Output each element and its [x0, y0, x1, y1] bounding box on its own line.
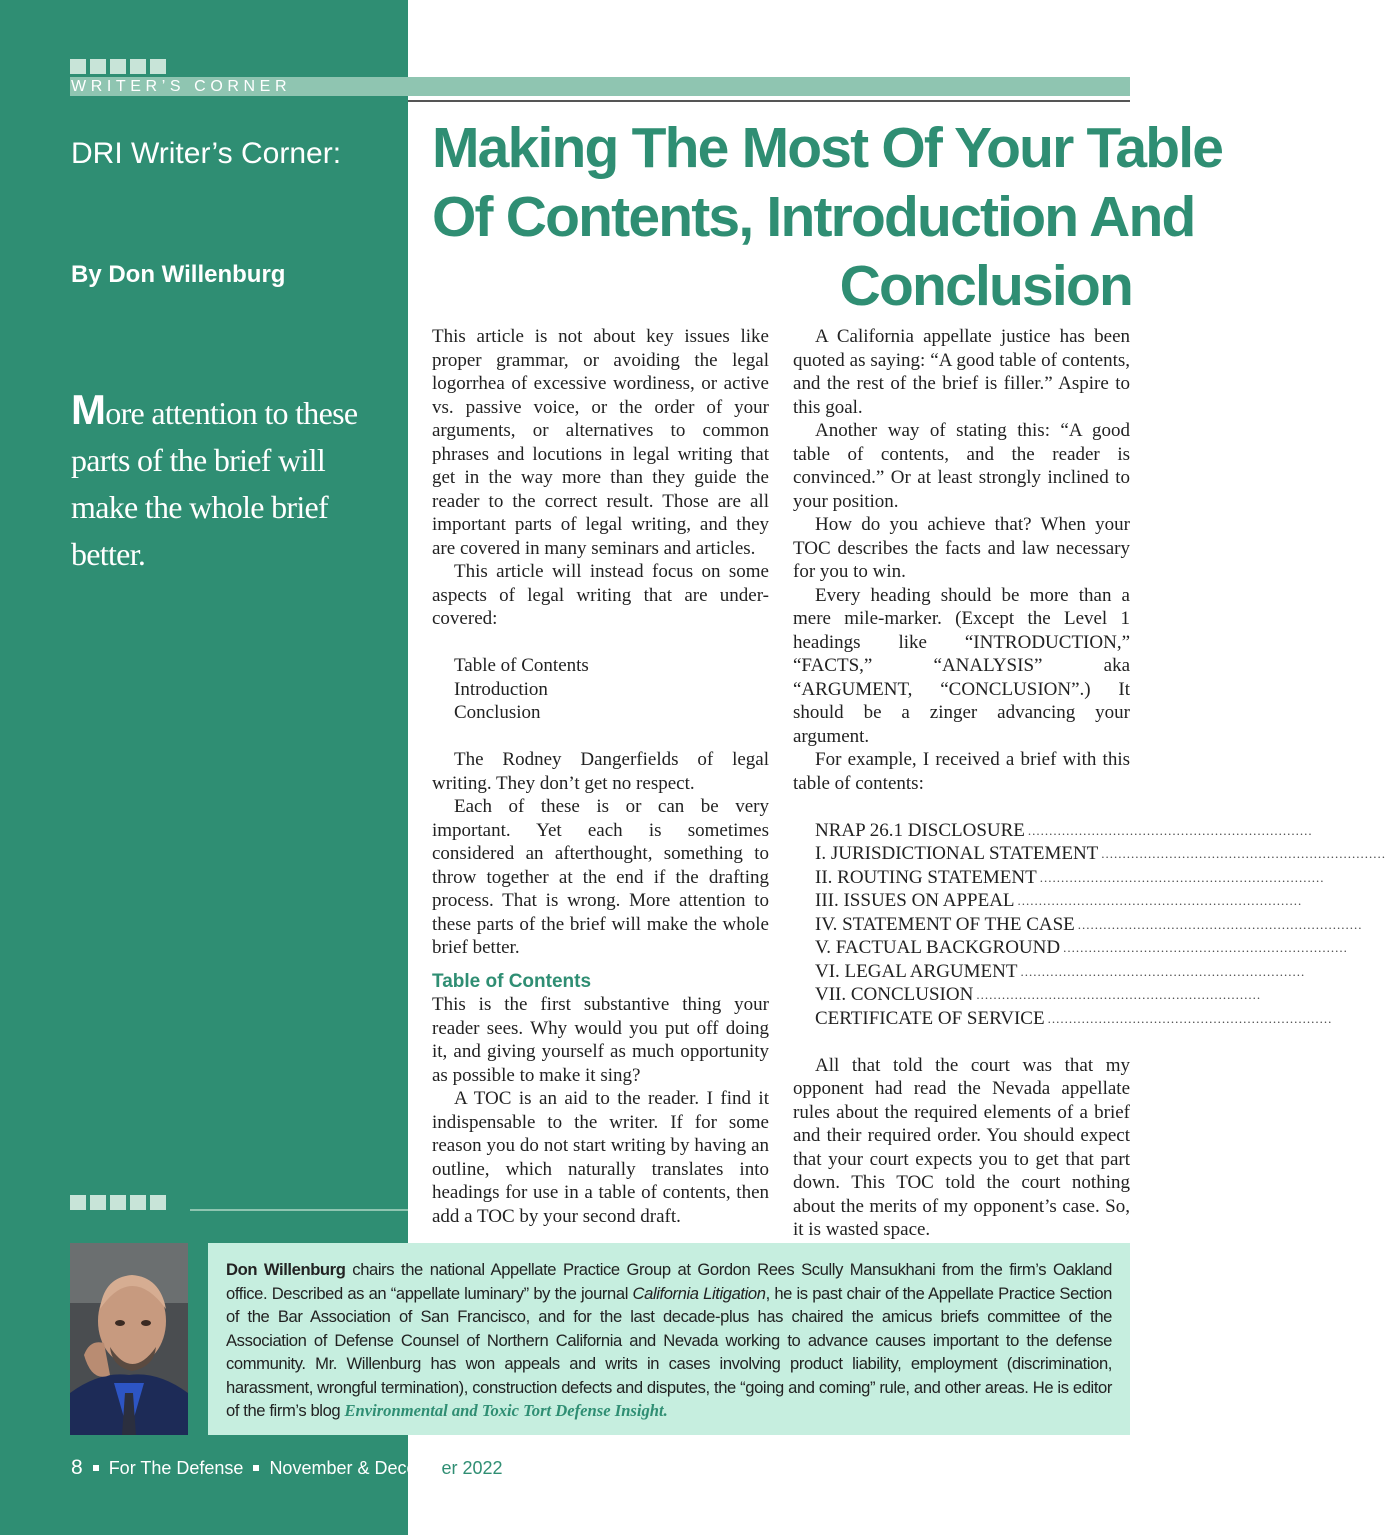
issue-date: November & Decemb	[269, 1458, 442, 1478]
issue-date-overflow: er 2022	[441, 1458, 503, 1478]
toc-entry: VI. LEGAL ARGUMENT ...................................................................	[815, 960, 1306, 982]
journal-name: California Litigation	[632, 1283, 766, 1303]
toc-entry: CERTIFICATE OF SERVICE ...................................................................	[815, 1007, 1333, 1029]
decorative-squares-top	[70, 59, 166, 74]
headline-line: Conclusion	[839, 254, 1132, 318]
paragraph: Each of these is or can be very important. Yet each is sometimes considered an afterthought, something to throw together at the end if the drafting process. That is wrong. More attention to these parts of the brief will make the whole brief better.	[432, 796, 769, 958]
drop-cap: M	[71, 386, 106, 433]
toc-entry: III. ISSUES ON APPEAL ...................................................................	[815, 890, 1303, 911]
paragraph: All that told the court was that my opponent had read the Nevada appellate rules about the required elements of a brief and their required order. You should expect that your court expects you to get that part down. This TOC told the court nothing about the merits of my opponent’s case. So, it is wasted space.	[793, 1054, 1130, 1240]
pull-quote	[71, 386, 391, 578]
page-number: 8	[71, 1456, 83, 1479]
paragraph: Another way of stating this: “A good table of contents, and the reader is convinced.” Or at least strongly inclined to your position.	[793, 420, 1130, 512]
headline-line: Making The Most Of Your Table	[432, 116, 1223, 180]
footer-separator	[93, 1465, 99, 1471]
blog-name: Environmental and Toxic Tort Defense Insight	[344, 1401, 664, 1420]
paragraph: This is the first substantive thing your reader sees. Why would you put off doing it, and giving yourself as much opportunity as possible to make it sing?	[432, 994, 769, 1086]
headline-line: Of Contents, Introduction And	[432, 185, 1195, 249]
article-column-2	[793, 325, 1386, 1242]
pull-quote-text: ore attention to these parts of the brief will make the whole brief better.	[71, 395, 358, 572]
toc-entry: VII. CONCLUSION ...................................................................	[815, 984, 1262, 1005]
paragraph: Every heading should be more than a mere mile-marker. (Except the Level 1 headings like “INTRODUCTION,” “FACTS,” “ANALYSIS” aka “ARGUMENT, “CONCLUSION”.) It should be a zinger advancing your argument.	[793, 584, 1130, 747]
footer-separator	[253, 1465, 259, 1471]
toc-entry: II. ROUTING STATEMENT ...................................................................	[815, 866, 1325, 888]
list-item: Conclusion	[454, 702, 541, 723]
paragraph: A TOC is an aid to the reader. I find it indispensable to the writer. If for some reason you do not start writing by having an outline, which naturally translates into headings for use in a table of contents, then add a TOC by your second draft.	[432, 1088, 769, 1227]
toc-entry: V. FACTUAL BACKGROUND ...................................................................	[815, 937, 1348, 958]
article-column-1	[432, 325, 769, 1228]
paragraph: For example, I received a brief with this table of contents:	[793, 749, 1130, 794]
toc-entry: NRAP 26.1 DISCLOSURE ...................................................................	[815, 819, 1313, 841]
paragraph: This article is not about key issues like proper grammar, or avoiding the legal logorrhea of excessive wordiness, or active vs. passive voice, or the order of your arguments, or alternatives to common phrases and locutions in legal writing that get in the way more than they guide the reader to the correct result. Those are all important parts of legal writing, and they are covered in many seminars and articles.	[432, 326, 769, 559]
author-bio-text: Don Willenburg chairs the national Appellate Practice Group at Gordon Rees Scully Mansukhani from the firm’s Oakland office. Described as an “appellate luminary” by the journal California Litigation, he is past chair of the Appellate Practice Section of the Bar Association of San Francisco, and for the last decade-plus has chaired the amicus briefs committee of the Association of Defense Counsel of Northern California and Nevada working to advance causes important to the defense community. Mr. Willenburg has won appeals and writs in cases involving product liability, employment (discrimination, harassment, wrongful termination), construction defects and disputes, the “going and coming” rule, and other areas. He is editor of the firm’s blog Environmental and Toxic Tort Defense Insight.	[226, 1260, 1112, 1420]
series-title: DRI Writer’s Corner:	[71, 137, 342, 170]
headline	[432, 114, 1223, 321]
byline: By Don Willenburg	[71, 261, 286, 288]
decorative-squares-bottom	[70, 1195, 166, 1210]
paragraph: How do you achieve that? When your TOC describes the facts and law necessary for you to win.	[793, 514, 1130, 582]
toc-entry: IV. STATEMENT OF THE CASE ...................................................................	[815, 913, 1363, 935]
publication-name: For The Defense	[108, 1458, 244, 1478]
section-label: WRITER’S CORNER	[71, 78, 292, 95]
lower-rule	[190, 1209, 408, 1211]
author-name: Don Willenburg	[226, 1260, 346, 1279]
page-footer	[71, 1456, 503, 1480]
header-rule	[408, 100, 1130, 102]
subheading: Table of Contents	[432, 970, 592, 992]
paragraph: The Rodney Dangerfields of legal writing. They don’t get no respect.	[432, 749, 769, 794]
paragraph: A California appellate justice has been quoted as saying: “A good table of contents, and the rest of the brief is filler.” Aspire to this goal.	[793, 326, 1130, 418]
paragraph: This article will instead focus on some aspects of legal writing that are under-covered:	[432, 561, 769, 629]
list-item: Introduction	[454, 678, 548, 700]
toc-entry: I. JURISDICTIONAL STATEMENT ...................................................................	[815, 843, 1386, 864]
author-photo	[70, 1243, 188, 1435]
list-item: Table of Contents	[454, 655, 589, 676]
